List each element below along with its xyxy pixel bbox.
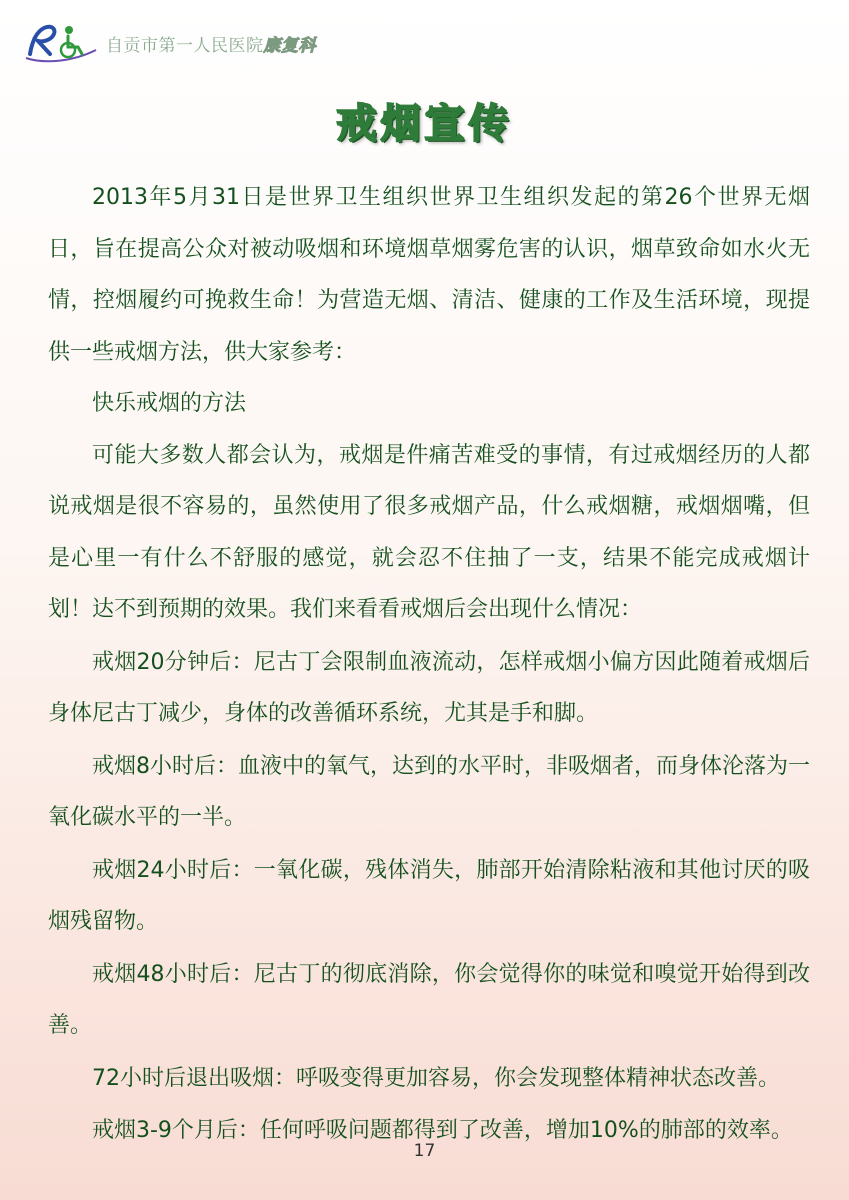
section-heading: 快乐戒烟的方法 xyxy=(92,391,247,416)
page-title: 戒烟宣传 xyxy=(336,101,513,147)
paragraph: 戒烟8小时后：血液中的氧气，达到的水平时，非吸烟者，而身体沦落为一氧化碳水平的一半。 xyxy=(48,753,810,830)
paragraph: 可能大多数人都会认为，戒烟是件痛苦难受的事情，有过戒烟经历的人都说戒烟是很不容易的，虽然使用了很多戒烟产品，什么戒烟糖，戒烟烟嘴，但是心里一有什么不舒服的感觉，就会忍不住抽了一支，结果不能完成戒烟计划！达不到预期的效果。我们来看看戒烟后会出现什么情况： xyxy=(48,442,810,622)
paragraph: 72小时后退出吸烟：呼吸变得更加容易，你会发现整体精神状态改善。 xyxy=(92,1065,780,1091)
hospital-logo xyxy=(22,20,100,64)
paragraph: 戒烟24小时后：一氧化碳，残体消失，肺部开始清除粘液和其他讨厌的吸烟残留物。 xyxy=(48,857,810,934)
page-header xyxy=(22,20,422,64)
hospital-name: 自贡市第一人民医院 xyxy=(106,36,264,56)
paragraph-intro: 2013年5月31日是世界卫生组织世界卫生组织发起的第26个世界无烟日，旨在提高公众对被动吸烟和环境烟草烟雾危害的认识，烟草致命如水火无情，控烟履约可挽救生命！为营造无烟、清洁、健康的工作及生活环境，现提供一些戒烟方法，供大家参考： xyxy=(48,185,810,365)
paragraph: 戒烟20分钟后：尼古丁会限制血液流动，怎样戒烟小偏方因此随着戒烟后身体尼古丁减少，身体的改善循环系统，尤其是手和脚。 xyxy=(48,649,810,726)
page-number: 17 xyxy=(413,1141,436,1161)
article-body xyxy=(48,172,810,1157)
department-name: 康复科 xyxy=(263,36,316,56)
hospital-title xyxy=(106,31,316,56)
paragraph: 戒烟48小时后：尼古丁的彻底消除，你会觉得你的味觉和嗅觉开始得到改善。 xyxy=(48,961,810,1038)
paragraph: 戒烟3-9个月后：任何呼吸问题都得到了改善，增加10%的肺部的效率。 xyxy=(92,1118,793,1143)
